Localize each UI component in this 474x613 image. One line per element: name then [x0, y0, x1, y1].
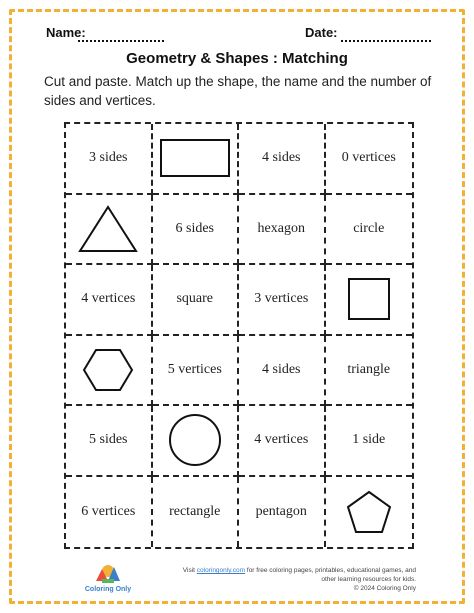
rectangle-icon	[159, 138, 231, 178]
card-text[interactable]: pentagon	[239, 477, 326, 548]
card-text[interactable]: 4 sides	[239, 336, 326, 407]
triangle-icon	[77, 204, 139, 254]
card-shape[interactable]	[153, 124, 240, 195]
site-link[interactable]: coloringonly.com	[196, 567, 246, 574]
card-text[interactable]: 4 vertices	[66, 265, 153, 336]
matching-grid	[64, 122, 414, 549]
card-shape[interactable]	[326, 477, 413, 548]
card-shape[interactable]	[153, 406, 240, 477]
card-text[interactable]: 6 sides	[153, 195, 240, 266]
card-text[interactable]: 3 sides	[66, 124, 153, 195]
card-shape[interactable]	[66, 195, 153, 266]
copyright-text: © 2024 Coloring Only	[353, 585, 416, 592]
card-text[interactable]: rectangle	[153, 477, 240, 548]
card-text[interactable]: 1 side	[326, 406, 413, 477]
card-text[interactable]: triangle	[326, 336, 413, 407]
date-label: Date:	[305, 25, 338, 40]
card-text[interactable]: 4 sides	[239, 124, 326, 195]
card-shape[interactable]	[66, 336, 153, 407]
name-label: Name:	[46, 25, 86, 40]
footer-text	[170, 566, 416, 593]
circle-icon	[167, 412, 223, 468]
card-shape[interactable]	[326, 265, 413, 336]
card-text[interactable]: hexagon	[239, 195, 326, 266]
footer-visit-prefix: Visit	[182, 567, 195, 574]
name-field[interactable]	[78, 40, 164, 42]
card-text[interactable]: 5 sides	[66, 406, 153, 477]
card-text[interactable]: square	[153, 265, 240, 336]
card-text[interactable]: 4 vertices	[239, 406, 326, 477]
date-field[interactable]	[341, 40, 431, 42]
card-text[interactable]: 0 vertices	[326, 124, 413, 195]
card-text[interactable]: 6 vertices	[66, 477, 153, 548]
card-text[interactable]: circle	[326, 195, 413, 266]
hexagon-icon	[82, 347, 134, 393]
card-text[interactable]: 3 vertices	[239, 265, 326, 336]
instructions-text: Cut and paste. Match up the shape, the name and the number of sides and vertices.	[44, 74, 432, 108]
footer-visit-suffix: for free coloring pages, printables, educational games, and other learning resources for kids.	[246, 567, 416, 583]
page-title: Geometry & Shapes : Matching	[126, 50, 348, 67]
pentagon-icon	[345, 489, 393, 535]
square-icon	[347, 277, 391, 321]
card-text[interactable]: 5 vertices	[153, 336, 240, 407]
logo-text: Coloring Only	[84, 586, 132, 593]
